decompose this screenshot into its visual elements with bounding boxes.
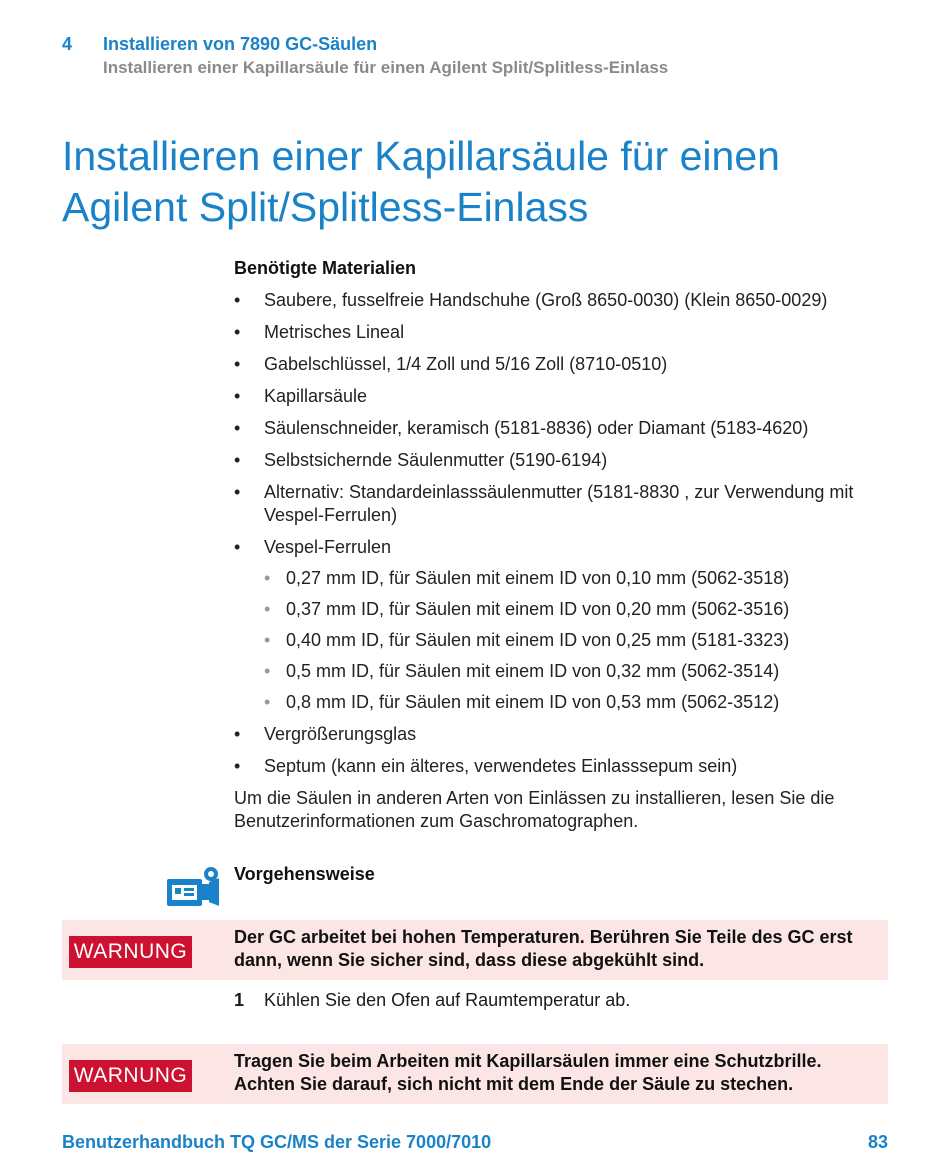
sub-list-item: • 0,5 mm ID, für Säulen mit einem ID von 0,32 mm (5062-3514) [264, 660, 894, 683]
list-item: • Kapillarsäule [234, 385, 894, 408]
materials-list [234, 289, 894, 778]
list-item: • Septum (kann ein älteres, verwendetes Einlasssepum sein) [234, 755, 894, 778]
ferrule-sub-list [264, 567, 894, 714]
list-item: • Saubere, fusselfreie Handschuhe (Groß 8650-0030) (Klein 8650-0029) [234, 289, 894, 312]
sub-list-item: • 0,40 mm ID, für Säulen mit einem ID von 0,25 mm (5181-3323) [264, 629, 894, 652]
step-text: Kühlen Sie den Ofen auf Raumtemperatur ab. [264, 990, 631, 1010]
chapter-title: Installieren von 7890 GC-Säulen [103, 34, 378, 54]
warning-badge: WARNUNG [69, 1060, 192, 1092]
video-camera-icon [166, 866, 220, 910]
warning-box-safety-glasses [62, 1044, 888, 1104]
list-item: • Gabelschlüssel, 1/4 Zoll und 5/16 Zoll (8710-0510) [234, 353, 894, 376]
page-title-line-2: Agilent Split/Splitless-Einlass [62, 184, 589, 231]
list-item-vespel-ferrules [234, 536, 894, 714]
warning-text: Der GC arbeitet bei hohen Temperaturen. Berühren Sie Teile des GC erst dann, wenn Sie sicher sind, dass diese abgekühlt sind. [234, 927, 853, 970]
sub-list-item: • 0,27 mm ID, für Säulen mit einem ID von 0,10 mm (5062-3518) [264, 567, 894, 590]
list-item: • Metrisches Lineal [234, 321, 894, 344]
sub-list-item: • 0,37 mm ID, für Säulen mit einem ID von 0,20 mm (5062-3516) [264, 598, 894, 621]
list-item: • Alternativ: Standardeinlasssäulenmutter (5181-8830 , zur Verwendung mit Vespel-Ferrulen) [234, 481, 894, 527]
note-text: Um die Säulen in anderen Arten von Einlässen zu installieren, lesen Sie die Benutzerinformationen zum Gaschromatographen. [234, 788, 835, 831]
warning-text: Tragen Sie beim Arbeiten mit Kapillarsäulen immer eine Schutzbrille. Achten Sie darauf, sich nicht mit dem Ende der Säule zu stechen. [234, 1051, 822, 1094]
page-number: 83 [867, 1132, 888, 1152]
materials-section [234, 258, 894, 833]
materials-heading: Benötigte Materialien [234, 258, 417, 278]
sub-list-item: • 0,8 mm ID, für Säulen mit einem ID von 0,53 mm (5062-3512) [264, 691, 894, 714]
footer-title: Benutzerhandbuch TQ GC/MS der Serie 7000/7010 [62, 1132, 492, 1152]
procedure-heading: Vorgehensweise [234, 864, 375, 884]
page-title [62, 131, 922, 233]
section-title: Installieren einer Kapillarsäule für einen Agilent Split/Splitless-Einlass [103, 58, 669, 77]
step-number: 1 [234, 990, 245, 1010]
list-item: • Vergrößerungsglas [234, 723, 894, 746]
chapter-number: 4 [62, 34, 73, 54]
page-title-line-1: Installieren einer Kapillarsäule für einen [62, 133, 780, 180]
list-item: • Selbstsichernde Säulenmutter (5190-6194) [234, 449, 894, 472]
list-item: • Säulenschneider, keramisch (5181-8836) oder Diamant (5183-4620) [234, 417, 894, 440]
warning-box-hot-temperatures [62, 920, 888, 980]
warning-badge: WARNUNG [69, 936, 192, 968]
list-item-label: Vespel-Ferrulen [264, 537, 392, 557]
